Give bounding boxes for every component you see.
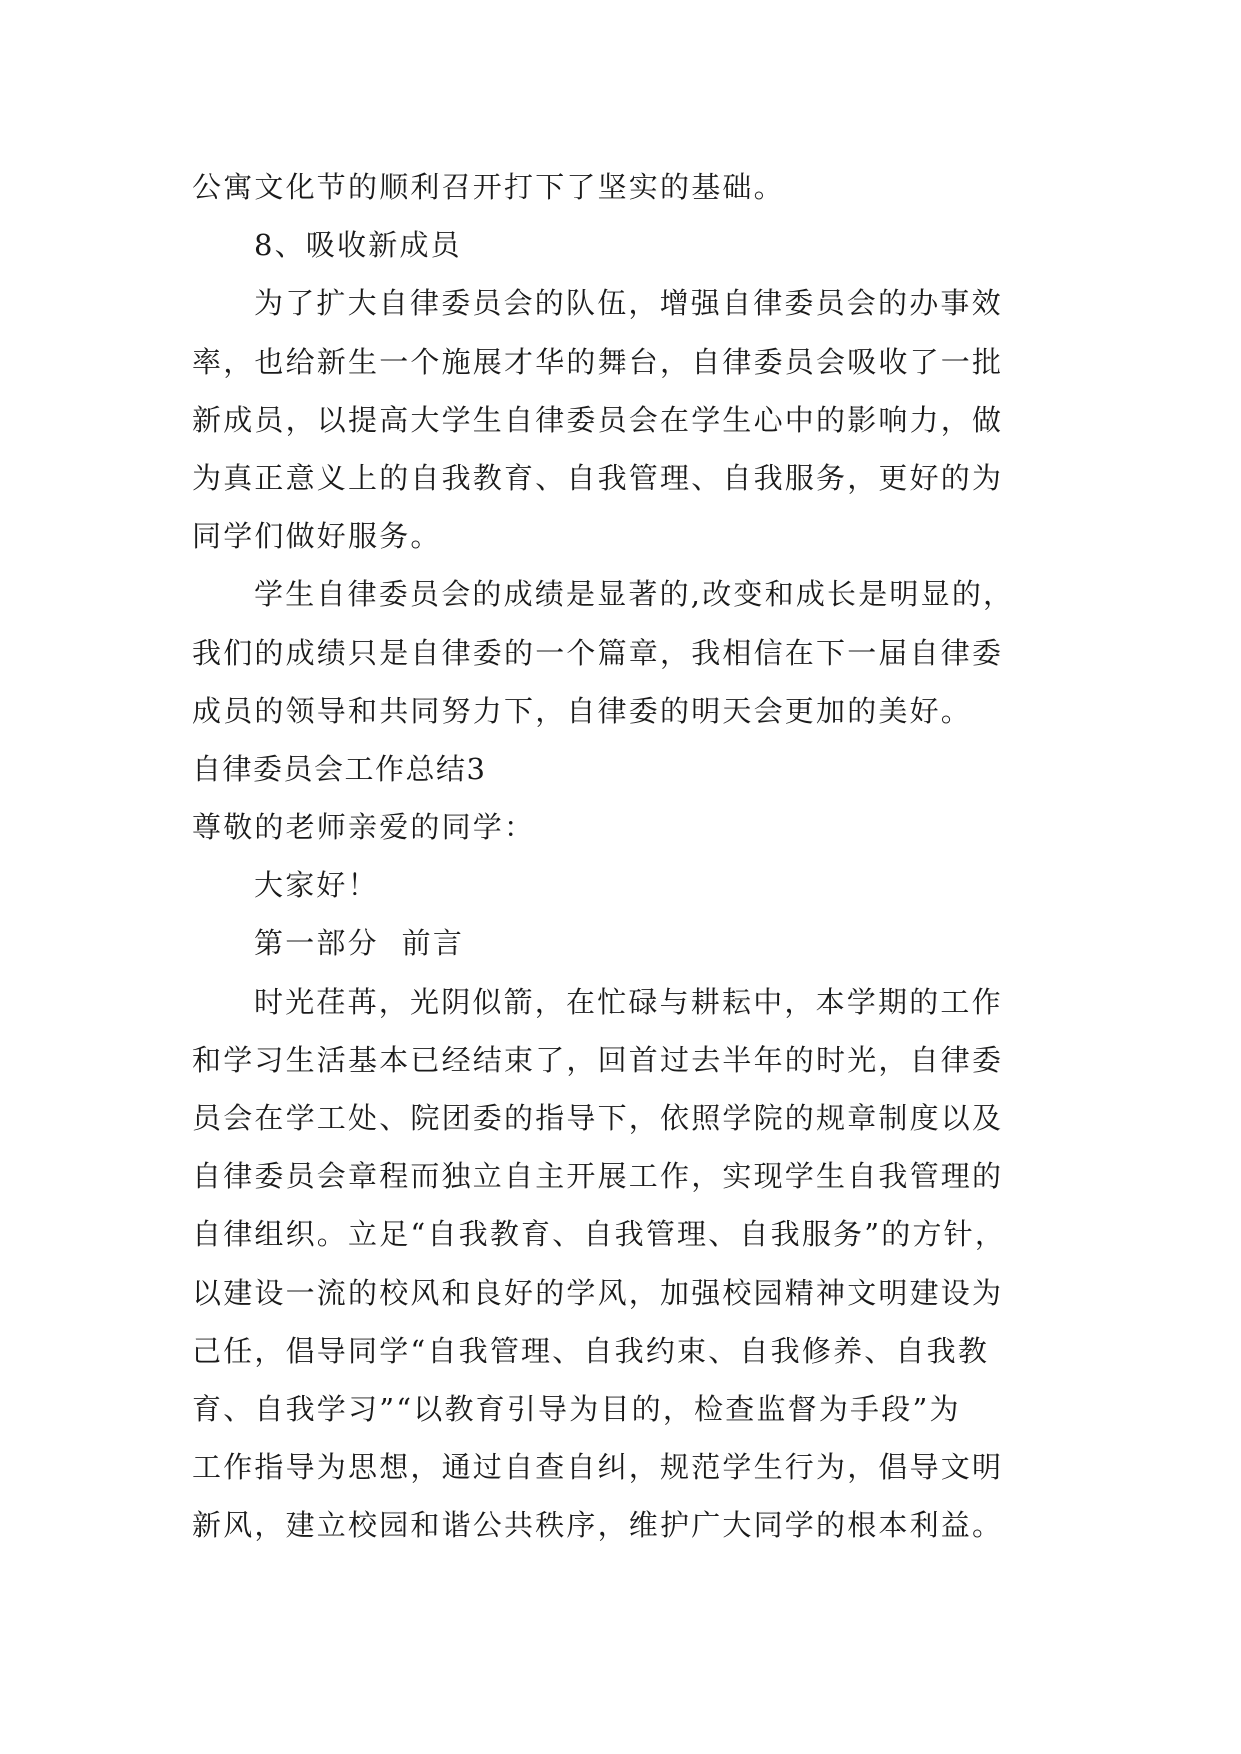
text-line-22: 育、自我学习”“以教育引导为目的，检查监督为手段”为: [192, 1391, 961, 1426]
section-heading-absorb-new-members: 8、吸收新成员: [254, 228, 462, 263]
text-line-06: 为真正意义上的自我教育、自我管理、自我服务，更好的为: [192, 460, 1004, 495]
text-line-07: 同学们做好服务。: [192, 519, 442, 554]
part-heading-preface: 第一部分 前言: [254, 926, 465, 961]
text-line-03: 为了扩大自律委员会的队伍，增强自律委员会的办事效: [254, 286, 1003, 321]
text-line-21: 己任，倡导同学“自我管理、自我约束、自我修养、自我教: [192, 1333, 990, 1368]
text-line-17: 员会在学工处、院团委的指导下，依照学院的规章制度以及: [192, 1101, 1004, 1135]
salutation: 尊敬的老师亲爱的同学：: [192, 810, 536, 845]
text-line-23: 工作指导为思想，通过自查自纠，规范学生行为，倡导文明: [192, 1450, 1004, 1485]
text-line-05: 新成员，以提高大学生自律委员会在学生心中的影响力，做: [192, 402, 1004, 437]
document-title: 自律委员会工作总结3: [192, 751, 487, 786]
text-line-20: 以建设一流的校风和良好的学风，加强校园精神文明建设为: [192, 1275, 1004, 1310]
text-line-04: 率，也给新生一个施展才华的舞台，自律委员会吸收了一批: [192, 344, 1004, 379]
text-line-18: 自律委员会章程而独立自主开展工作，实现学生自我管理的: [192, 1159, 1004, 1194]
text-line-19: 自律组织。立足“自我教育、自我管理、自我服务”的方针，: [192, 1217, 1007, 1252]
text-line-01: 公寓文化节的顺利召开打下了坚实的基础。: [192, 170, 785, 204]
text-line-24: 新风，建立校园和谐公共秩序，维护广大同学的根本利益。: [192, 1508, 1004, 1543]
document-body: [192, 158, 1072, 1555]
text-line-10: 成员的领导和共同努力下，自律委的明天会更加的美好。: [192, 693, 973, 728]
text-line-09: 我们的成绩只是自律委的一个篇章，我相信在下一届自律委: [192, 635, 1004, 670]
text-line-15: 时光荏苒，光阴似箭，在忙碌与耕耘中，本学期的工作: [254, 984, 1003, 1019]
greeting: 大家好！: [254, 868, 379, 903]
text-line-08: 学生自律委员会的成绩是显著的,改变和成长是明显的，: [254, 577, 1015, 612]
text-line-16: 和学习生活基本已经结束了，回首过去半年的时光，自律委: [192, 1042, 1004, 1077]
